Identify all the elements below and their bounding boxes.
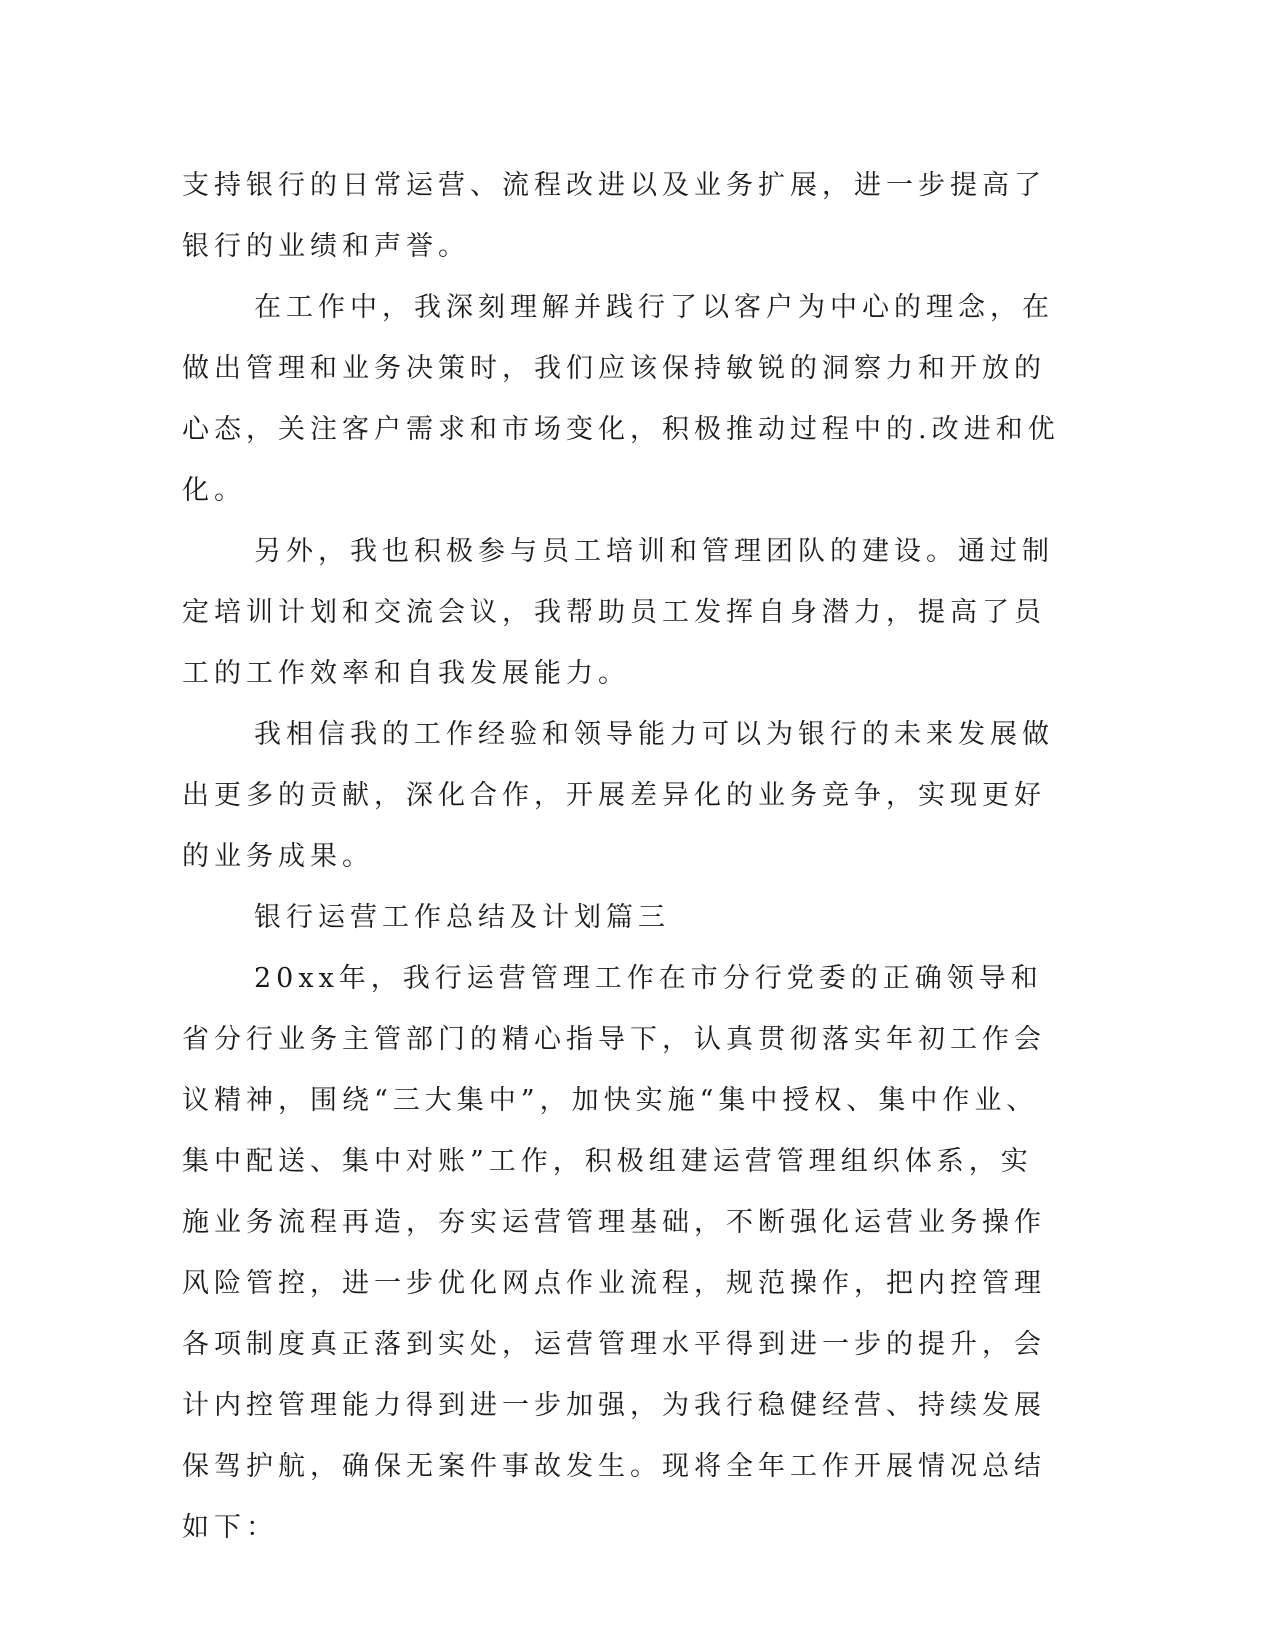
paragraph-4: 我相信我的工作经验和领导能力可以为银行的未来发展做出更多的贡献，深化合作，开展差异化的业务竞争，实现更好的业务成果。 — [182, 719, 1054, 872]
paragraph-1: 支持银行的日常运营、流程改进以及业务扩展，进一步提高了银行的业绩和声誉。 — [182, 170, 1046, 262]
paragraph-3: 另外，我也积极参与员工培训和管理团队的建设。通过制定培训计划和交流会议，我帮助员工发挥自身潜力，提高了员工的工作效率和自我发展能力。 — [182, 536, 1054, 689]
document-body — [182, 155, 1062, 1558]
paragraph-5: 20xx年，我行运营管理工作在市分行党委的正确领导和省分行业务主管部门的精心指导下，认真贯彻落实年初工作会议精神，围绕“三大集中”，加快实施“集中授权、集中作业、集中配送、集中对账”工作，积极组建运营管理组织体系，实施业务流程再造，夯实运营管理基础，不断强化运营业务操作风险管控，进一步优化网点作业流程，规范操作，把内控管理各项制度真正落到实处，运营管理水平得到进一步的提升，会计内控管理能力得到进一步加强，为我行稳健经营、持续发展保驾护航，确保无案件事故发生。现将全年工作开展情况总结如下： — [182, 963, 1046, 1543]
paragraph-2: 在工作中，我深刻理解并践行了以客户为中心的理念，在做出管理和业务决策时，我们应该保持敏锐的洞察力和开放的心态，关注客户需求和市场变化，积极推动过程中的.改进和优化。 — [182, 292, 1060, 506]
section-heading: 银行运营工作总结及计划篇三 — [254, 902, 670, 933]
